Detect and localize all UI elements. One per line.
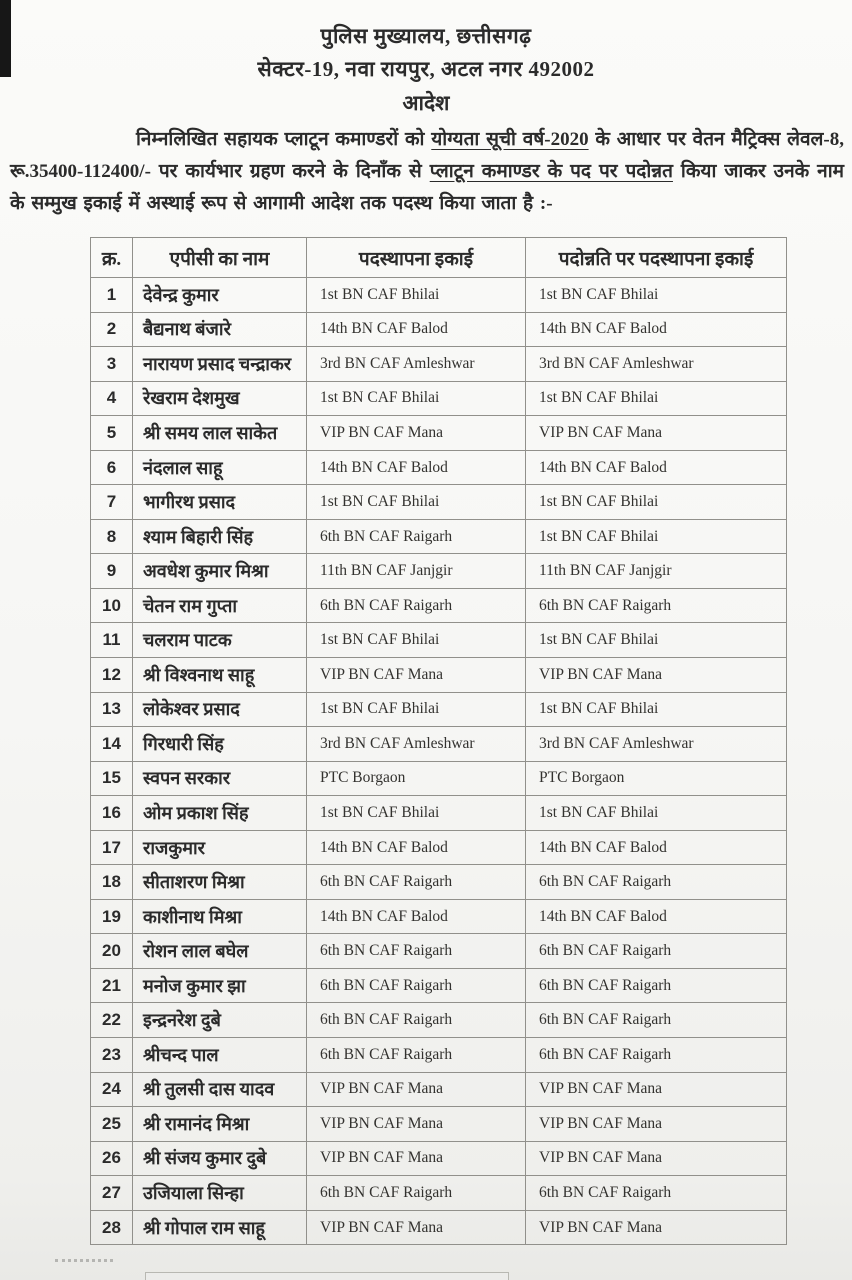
apc-name-cell: नारायण प्रसाद चन्द्राकर bbox=[133, 347, 307, 382]
promotion-unit-cell: PTC Borgaon bbox=[526, 761, 787, 796]
posting-unit-cell: 6th BN CAF Raigarh bbox=[307, 934, 526, 969]
promotion-unit-cell: VIP BN CAF Mana bbox=[526, 416, 787, 451]
row-serial-no: 9 bbox=[91, 554, 133, 589]
apc-name-cell: ओम प्रकाश सिंह bbox=[133, 796, 307, 831]
apc-name-cell: रोशन लाल बघेल bbox=[133, 934, 307, 969]
table-row bbox=[91, 347, 787, 382]
table-row bbox=[91, 554, 787, 589]
apc-name-cell: श्री तुलसी दास यादव bbox=[133, 1072, 307, 1107]
apc-name-cell: भागीरथ प्रसाद bbox=[133, 485, 307, 520]
table-row bbox=[91, 1210, 787, 1245]
promotion-unit-cell: 14th BN CAF Balod bbox=[526, 450, 787, 485]
table-row bbox=[91, 830, 787, 865]
posting-unit-cell: 1st BN CAF Bhilai bbox=[307, 278, 526, 313]
promotion-unit-cell: 1st BN CAF Bhilai bbox=[526, 278, 787, 313]
row-serial-no: 21 bbox=[91, 968, 133, 1003]
paragraph-text: किया जाकर उनके नाम के सम्मुख इकाई में अस्थाई रूप से आगामी आदेश तक पदस्थ किया जाता है :- bbox=[10, 161, 845, 214]
row-serial-no: 3 bbox=[91, 347, 133, 382]
posting-unit-cell: PTC Borgaon bbox=[307, 761, 526, 796]
promotion-unit-cell: 11th BN CAF Janjgir bbox=[526, 554, 787, 589]
promotion-unit-cell: 14th BN CAF Balod bbox=[526, 312, 787, 347]
posting-unit-cell: VIP BN CAF Mana bbox=[307, 658, 526, 693]
posting-unit-cell: 3rd BN CAF Amleshwar bbox=[307, 727, 526, 762]
promotion-unit-cell: 1st BN CAF Bhilai bbox=[526, 485, 787, 520]
table-row bbox=[91, 1038, 787, 1073]
promotion-unit-cell: 6th BN CAF Raigarh bbox=[526, 865, 787, 900]
apc-name-cell: नंदलाल साहू bbox=[133, 450, 307, 485]
row-serial-no: 26 bbox=[91, 1141, 133, 1176]
posting-unit-cell: 1st BN CAF Bhilai bbox=[307, 485, 526, 520]
table-row bbox=[91, 416, 787, 451]
promotion-unit-cell: 6th BN CAF Raigarh bbox=[526, 934, 787, 969]
table-row bbox=[91, 485, 787, 520]
row-serial-no: 13 bbox=[91, 692, 133, 727]
apc-name-cell: काशीनाथ मिश्रा bbox=[133, 899, 307, 934]
promotion-unit-cell: VIP BN CAF Mana bbox=[526, 658, 787, 693]
posting-unit-cell: 14th BN CAF Balod bbox=[307, 899, 526, 934]
paragraph-text: निम्नलिखित सहायक प्लाटून कमाण्डरों को bbox=[136, 129, 432, 150]
table-row bbox=[91, 1141, 787, 1176]
posting-unit-cell: 6th BN CAF Raigarh bbox=[307, 1003, 526, 1038]
apc-name-cell: श्री गोपाल राम साहू bbox=[133, 1210, 307, 1245]
row-serial-no: 5 bbox=[91, 416, 133, 451]
next-page-edge-hint bbox=[145, 1272, 509, 1280]
posting-unit-cell: 3rd BN CAF Amleshwar bbox=[307, 347, 526, 382]
posting-unit-cell: 14th BN CAF Balod bbox=[307, 312, 526, 347]
apc-name-cell: अवधेश कुमार मिश्रा bbox=[133, 554, 307, 589]
table-header-row bbox=[91, 238, 787, 278]
promotion-unit-cell: VIP BN CAF Mana bbox=[526, 1072, 787, 1107]
order-title: आदेश bbox=[402, 91, 450, 115]
posting-unit-cell: 14th BN CAF Balod bbox=[307, 450, 526, 485]
row-serial-no: 20 bbox=[91, 934, 133, 969]
table-row bbox=[91, 658, 787, 693]
apc-name-cell: चेतन राम गुप्ता bbox=[133, 588, 307, 623]
office-name: पुलिस मुख्यालय, छत्तीसगढ़ bbox=[320, 24, 532, 48]
apc-name-cell: राजकुमार bbox=[133, 830, 307, 865]
promotion-unit-cell: 14th BN CAF Balod bbox=[526, 899, 787, 934]
underlined-merit-list: योग्यता सूची वर्ष-2020 bbox=[431, 129, 589, 150]
apc-name-cell: मनोज कुमार झा bbox=[133, 968, 307, 1003]
apc-name-cell: उजियाला सिन्हा bbox=[133, 1176, 307, 1211]
apc-name-cell: श्री विश्वनाथ साहू bbox=[133, 658, 307, 693]
promotion-unit-cell: 1st BN CAF Bhilai bbox=[526, 796, 787, 831]
promotion-unit-cell: 14th BN CAF Balod bbox=[526, 830, 787, 865]
apc-name-cell: श्रीचन्द पाल bbox=[133, 1038, 307, 1073]
table-header bbox=[91, 238, 787, 278]
table-row bbox=[91, 623, 787, 658]
row-serial-no: 27 bbox=[91, 1176, 133, 1211]
apc-name-cell: इन्द्रनरेश दुबे bbox=[133, 1003, 307, 1038]
row-serial-no: 23 bbox=[91, 1038, 133, 1073]
table-row bbox=[91, 1072, 787, 1107]
row-serial-no: 10 bbox=[91, 588, 133, 623]
posting-unit-cell: 1st BN CAF Bhilai bbox=[307, 381, 526, 416]
header-serial-no: क्र. bbox=[91, 238, 133, 278]
row-serial-no: 7 bbox=[91, 485, 133, 520]
row-serial-no: 1 bbox=[91, 278, 133, 313]
promotion-unit-cell: 6th BN CAF Raigarh bbox=[526, 588, 787, 623]
promotion-table bbox=[90, 237, 787, 1245]
table-row bbox=[91, 1003, 787, 1038]
table-row bbox=[91, 450, 787, 485]
row-serial-no: 16 bbox=[91, 796, 133, 831]
row-serial-no: 2 bbox=[91, 312, 133, 347]
table-row bbox=[91, 865, 787, 900]
apc-name-cell: रेखराम देशमुख bbox=[133, 381, 307, 416]
promotion-unit-cell: VIP BN CAF Mana bbox=[526, 1210, 787, 1245]
row-serial-no: 25 bbox=[91, 1107, 133, 1142]
posting-unit-cell: VIP BN CAF Mana bbox=[307, 1141, 526, 1176]
row-serial-no: 22 bbox=[91, 1003, 133, 1038]
table-row bbox=[91, 588, 787, 623]
posting-unit-cell: 11th BN CAF Janjgir bbox=[307, 554, 526, 589]
posting-unit-cell: VIP BN CAF Mana bbox=[307, 416, 526, 451]
promotion-unit-cell: 3rd BN CAF Amleshwar bbox=[526, 347, 787, 382]
posting-unit-cell: 6th BN CAF Raigarh bbox=[307, 865, 526, 900]
posting-unit-cell: 6th BN CAF Raigarh bbox=[307, 588, 526, 623]
table-row bbox=[91, 519, 787, 554]
posting-unit-cell: 1st BN CAF Bhilai bbox=[307, 692, 526, 727]
posting-unit-cell: 6th BN CAF Raigarh bbox=[307, 519, 526, 554]
table-row bbox=[91, 278, 787, 313]
posting-unit-cell: 6th BN CAF Raigarh bbox=[307, 968, 526, 1003]
table-row bbox=[91, 796, 787, 831]
row-serial-no: 15 bbox=[91, 761, 133, 796]
promotion-unit-cell: 1st BN CAF Bhilai bbox=[526, 692, 787, 727]
table-row bbox=[91, 312, 787, 347]
table-row bbox=[91, 692, 787, 727]
apc-name-cell: श्री रामानंद मिश्रा bbox=[133, 1107, 307, 1142]
row-serial-no: 17 bbox=[91, 830, 133, 865]
row-serial-no: 18 bbox=[91, 865, 133, 900]
header-promotion-posting-unit: पदोन्नति पर पदस्थापना इकाई bbox=[526, 238, 787, 278]
apc-name-cell: बैद्यनाथ बंजारे bbox=[133, 312, 307, 347]
table-row bbox=[91, 934, 787, 969]
table-row bbox=[91, 1176, 787, 1211]
posting-unit-cell: 1st BN CAF Bhilai bbox=[307, 623, 526, 658]
row-serial-no: 28 bbox=[91, 1210, 133, 1245]
promotion-unit-cell: 6th BN CAF Raigarh bbox=[526, 1176, 787, 1211]
paragraph-text: के आधार पर वेतन मैट्रिक्स लेवल-8, रू.35400-112400/- पर कार्यभार ग्रहण करने के दिनाँक से bbox=[10, 129, 844, 182]
underlined-promotion-post: प्लाटून कमाण्डर के पद पर पदोन्नत bbox=[429, 161, 673, 182]
table-row bbox=[91, 381, 787, 416]
promotion-unit-cell: 3rd BN CAF Amleshwar bbox=[526, 727, 787, 762]
table-row bbox=[91, 727, 787, 762]
scan-artifact-corner bbox=[0, 0, 11, 77]
apc-name-cell: गिरधारी सिंह bbox=[133, 727, 307, 762]
table-row bbox=[91, 1107, 787, 1142]
header-apc-name: एपीसी का नाम bbox=[133, 238, 307, 278]
row-serial-no: 8 bbox=[91, 519, 133, 554]
row-serial-no: 19 bbox=[91, 899, 133, 934]
apc-name-cell: देवेन्द्र कुमार bbox=[133, 278, 307, 313]
posting-unit-cell: 6th BN CAF Raigarh bbox=[307, 1176, 526, 1211]
row-serial-no: 4 bbox=[91, 381, 133, 416]
promotion-unit-cell: VIP BN CAF Mana bbox=[526, 1141, 787, 1176]
promotion-unit-cell: VIP BN CAF Mana bbox=[526, 1107, 787, 1142]
apc-name-cell: चलराम पाटक bbox=[133, 623, 307, 658]
promotion-unit-cell: 6th BN CAF Raigarh bbox=[526, 1038, 787, 1073]
scan-artifact-dots bbox=[55, 1259, 113, 1262]
order-paragraph bbox=[10, 124, 844, 220]
row-serial-no: 11 bbox=[91, 623, 133, 658]
table-row bbox=[91, 968, 787, 1003]
posting-unit-cell: 6th BN CAF Raigarh bbox=[307, 1038, 526, 1073]
promotion-unit-cell: 1st BN CAF Bhilai bbox=[526, 381, 787, 416]
row-serial-no: 6 bbox=[91, 450, 133, 485]
promotion-unit-cell: 6th BN CAF Raigarh bbox=[526, 968, 787, 1003]
apc-name-cell: श्री समय लाल साकेत bbox=[133, 416, 307, 451]
row-serial-no: 14 bbox=[91, 727, 133, 762]
office-address: सेक्टर-19, नवा रायपुर, अटल नगर 492002 bbox=[257, 57, 595, 81]
promotion-unit-cell: 6th BN CAF Raigarh bbox=[526, 1003, 787, 1038]
table-body bbox=[91, 278, 787, 1245]
posting-unit-cell: 1st BN CAF Bhilai bbox=[307, 796, 526, 831]
apc-name-cell: लोकेश्वर प्रसाद bbox=[133, 692, 307, 727]
posting-unit-cell: VIP BN CAF Mana bbox=[307, 1210, 526, 1245]
posting-unit-cell: 14th BN CAF Balod bbox=[307, 830, 526, 865]
header-posting-unit: पदस्थापना इकाई bbox=[307, 238, 526, 278]
apc-name-cell: सीताशरण मिश्रा bbox=[133, 865, 307, 900]
promotion-unit-cell: 1st BN CAF Bhilai bbox=[526, 623, 787, 658]
row-serial-no: 12 bbox=[91, 658, 133, 693]
row-serial-no: 24 bbox=[91, 1072, 133, 1107]
document-header bbox=[0, 0, 852, 118]
posting-unit-cell: VIP BN CAF Mana bbox=[307, 1107, 526, 1142]
posting-unit-cell: VIP BN CAF Mana bbox=[307, 1072, 526, 1107]
apc-name-cell: स्वपन सरकार bbox=[133, 761, 307, 796]
table-row bbox=[91, 761, 787, 796]
apc-name-cell: श्याम बिहारी सिंह bbox=[133, 519, 307, 554]
promotion-unit-cell: 1st BN CAF Bhilai bbox=[526, 519, 787, 554]
table-row bbox=[91, 899, 787, 934]
apc-name-cell: श्री संजय कुमार दुबे bbox=[133, 1141, 307, 1176]
